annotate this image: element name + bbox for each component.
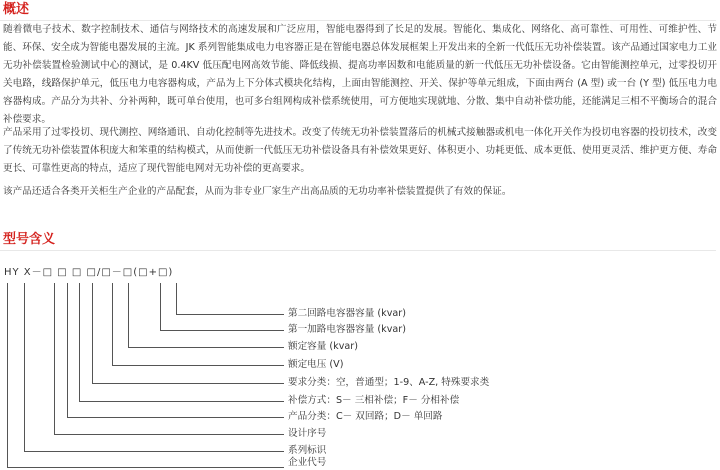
label-rated-voltage: 额定电压 (V) (288, 359, 344, 370)
leader-line (93, 283, 285, 384)
section-title-model: 型号含义 (3, 232, 56, 247)
label-rated-capacity: 额定容量 (kvar) (288, 341, 358, 352)
leader-line (25, 283, 285, 452)
model-code: HY X－□ □ □ □/□－□(□+□) (4, 267, 174, 278)
overview-paragraph-3: 该产品还适合各类开关柜生产企业的产品配套，从而为非专业厂家生产出高品质的无功功率补偿装置提供了有效的保证。 (3, 186, 512, 197)
leader-line (55, 283, 285, 435)
label-company-code: 企业代号 (288, 457, 327, 468)
leader-line (129, 283, 285, 348)
overview-paragraph-1: 随着微电子技术、数字控制技术、通信与网络技术的高速发展和广泛应用，智能电器得到了长足的发展。智能化、集成化、网络化、高可靠性、可用性、可维护性、节能、环保、安全成为智能电器发展的主流。JK 系列智能集成电力电容器正是在智能电器总体发展框架上开发出来的全新一代低压无功补偿装置。该产品通过国家电力工业无功补偿装置检验测试中心的测试，是 0.4KV 低压配电网高效节能、降低线损、提高功率因数和电能质量的新一代低压无功补偿设备。它由智能测控单元，过零投切开关电路，线路保护单元，低压电力电容器构成，产品为上下分体式模块化结构，上面由智能测控、开关、保护等单元组成，下面由两台 (A 型) 或一台 (Y 型) 低压电力电容器构成。产品分为共补、分补两种，既可单台使用，也可多台组网构成补偿系统使用，可方便地实现就地、分散、集中自动补偿功能，还能满足三相不平衡场合的混合补偿要求。 (3, 24, 717, 126)
section-title-overview: 概述 (3, 2, 30, 17)
label-design-number: 设计序号 (288, 428, 327, 439)
leader-line (8, 283, 285, 468)
label-first-loop-capacity: 第一加路电容器容量 (kvar) (288, 324, 406, 335)
leader-line (113, 283, 285, 366)
overview-paragraph-2: 产品采用了过零投切、现代测控、网络通讯、自动化控制等先进技术。改变了传统无功补偿装置落后的机械式接触器或机电一体化开关作为投切电容器的投切技术，改变了传统无功补偿装置体积庞大和笨重的结构模式，从而使新一代低压无功补偿设备具有补偿效果更好、体积更小、功耗更低、成本更低、使用更灵活、维护更方便、寿命更长、可靠性更高的特点，适应了现代智能电网对无功补偿的更高要求。 (3, 127, 717, 175)
label-product-class: 产品分类：C－ 双回路；D－ 单回路 (288, 411, 443, 422)
leader-line (68, 283, 285, 418)
label-second-loop-capacity: 第二回路电容器容量 (kvar) (288, 308, 406, 319)
leader-line (177, 283, 285, 315)
label-requirement-class: 要求分类：空，普通型；1-9、A-Z, 特殊要求类 (288, 377, 490, 388)
leader-line (161, 283, 285, 331)
label-compensation-mode: 补偿方式：S－ 三相补偿；F－ 分相补偿 (288, 395, 460, 406)
label-series-mark: 系列标识 (288, 445, 327, 456)
